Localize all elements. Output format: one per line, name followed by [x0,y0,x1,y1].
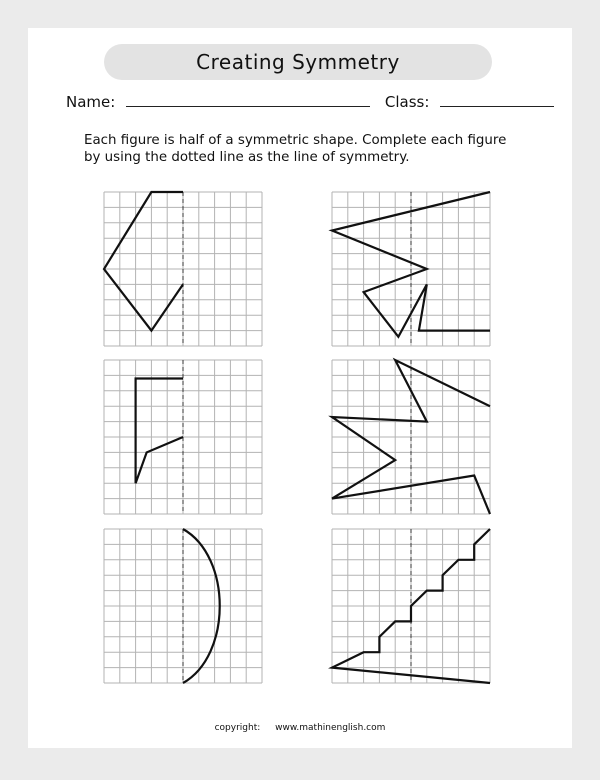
hexagon-half-outline [104,192,183,331]
figure-6[interactable] [332,529,490,683]
name-field[interactable] [126,92,370,107]
name-class-row [66,92,554,111]
figure-3[interactable] [104,360,262,514]
footer [0,723,600,733]
copyright-label: copyright: [214,723,261,733]
figure-5[interactable] [104,529,262,683]
class-field[interactable] [440,92,554,107]
instruction-line-2: by using the dotted line as the line of symmetry. [84,150,410,165]
figure-4[interactable] [332,360,490,514]
instruction-line-1: Each figure is half of a symmetric shape. Complete each figure [84,133,507,148]
figure-2[interactable] [332,192,490,346]
figure-1[interactable] [104,192,262,346]
name-label: Name: [66,93,116,111]
page-title: Creating Symmetry [104,44,492,80]
instructions [84,132,544,166]
class-label: Class: [384,93,430,111]
website-link[interactable]: www.mathinenglish.com [275,723,386,733]
